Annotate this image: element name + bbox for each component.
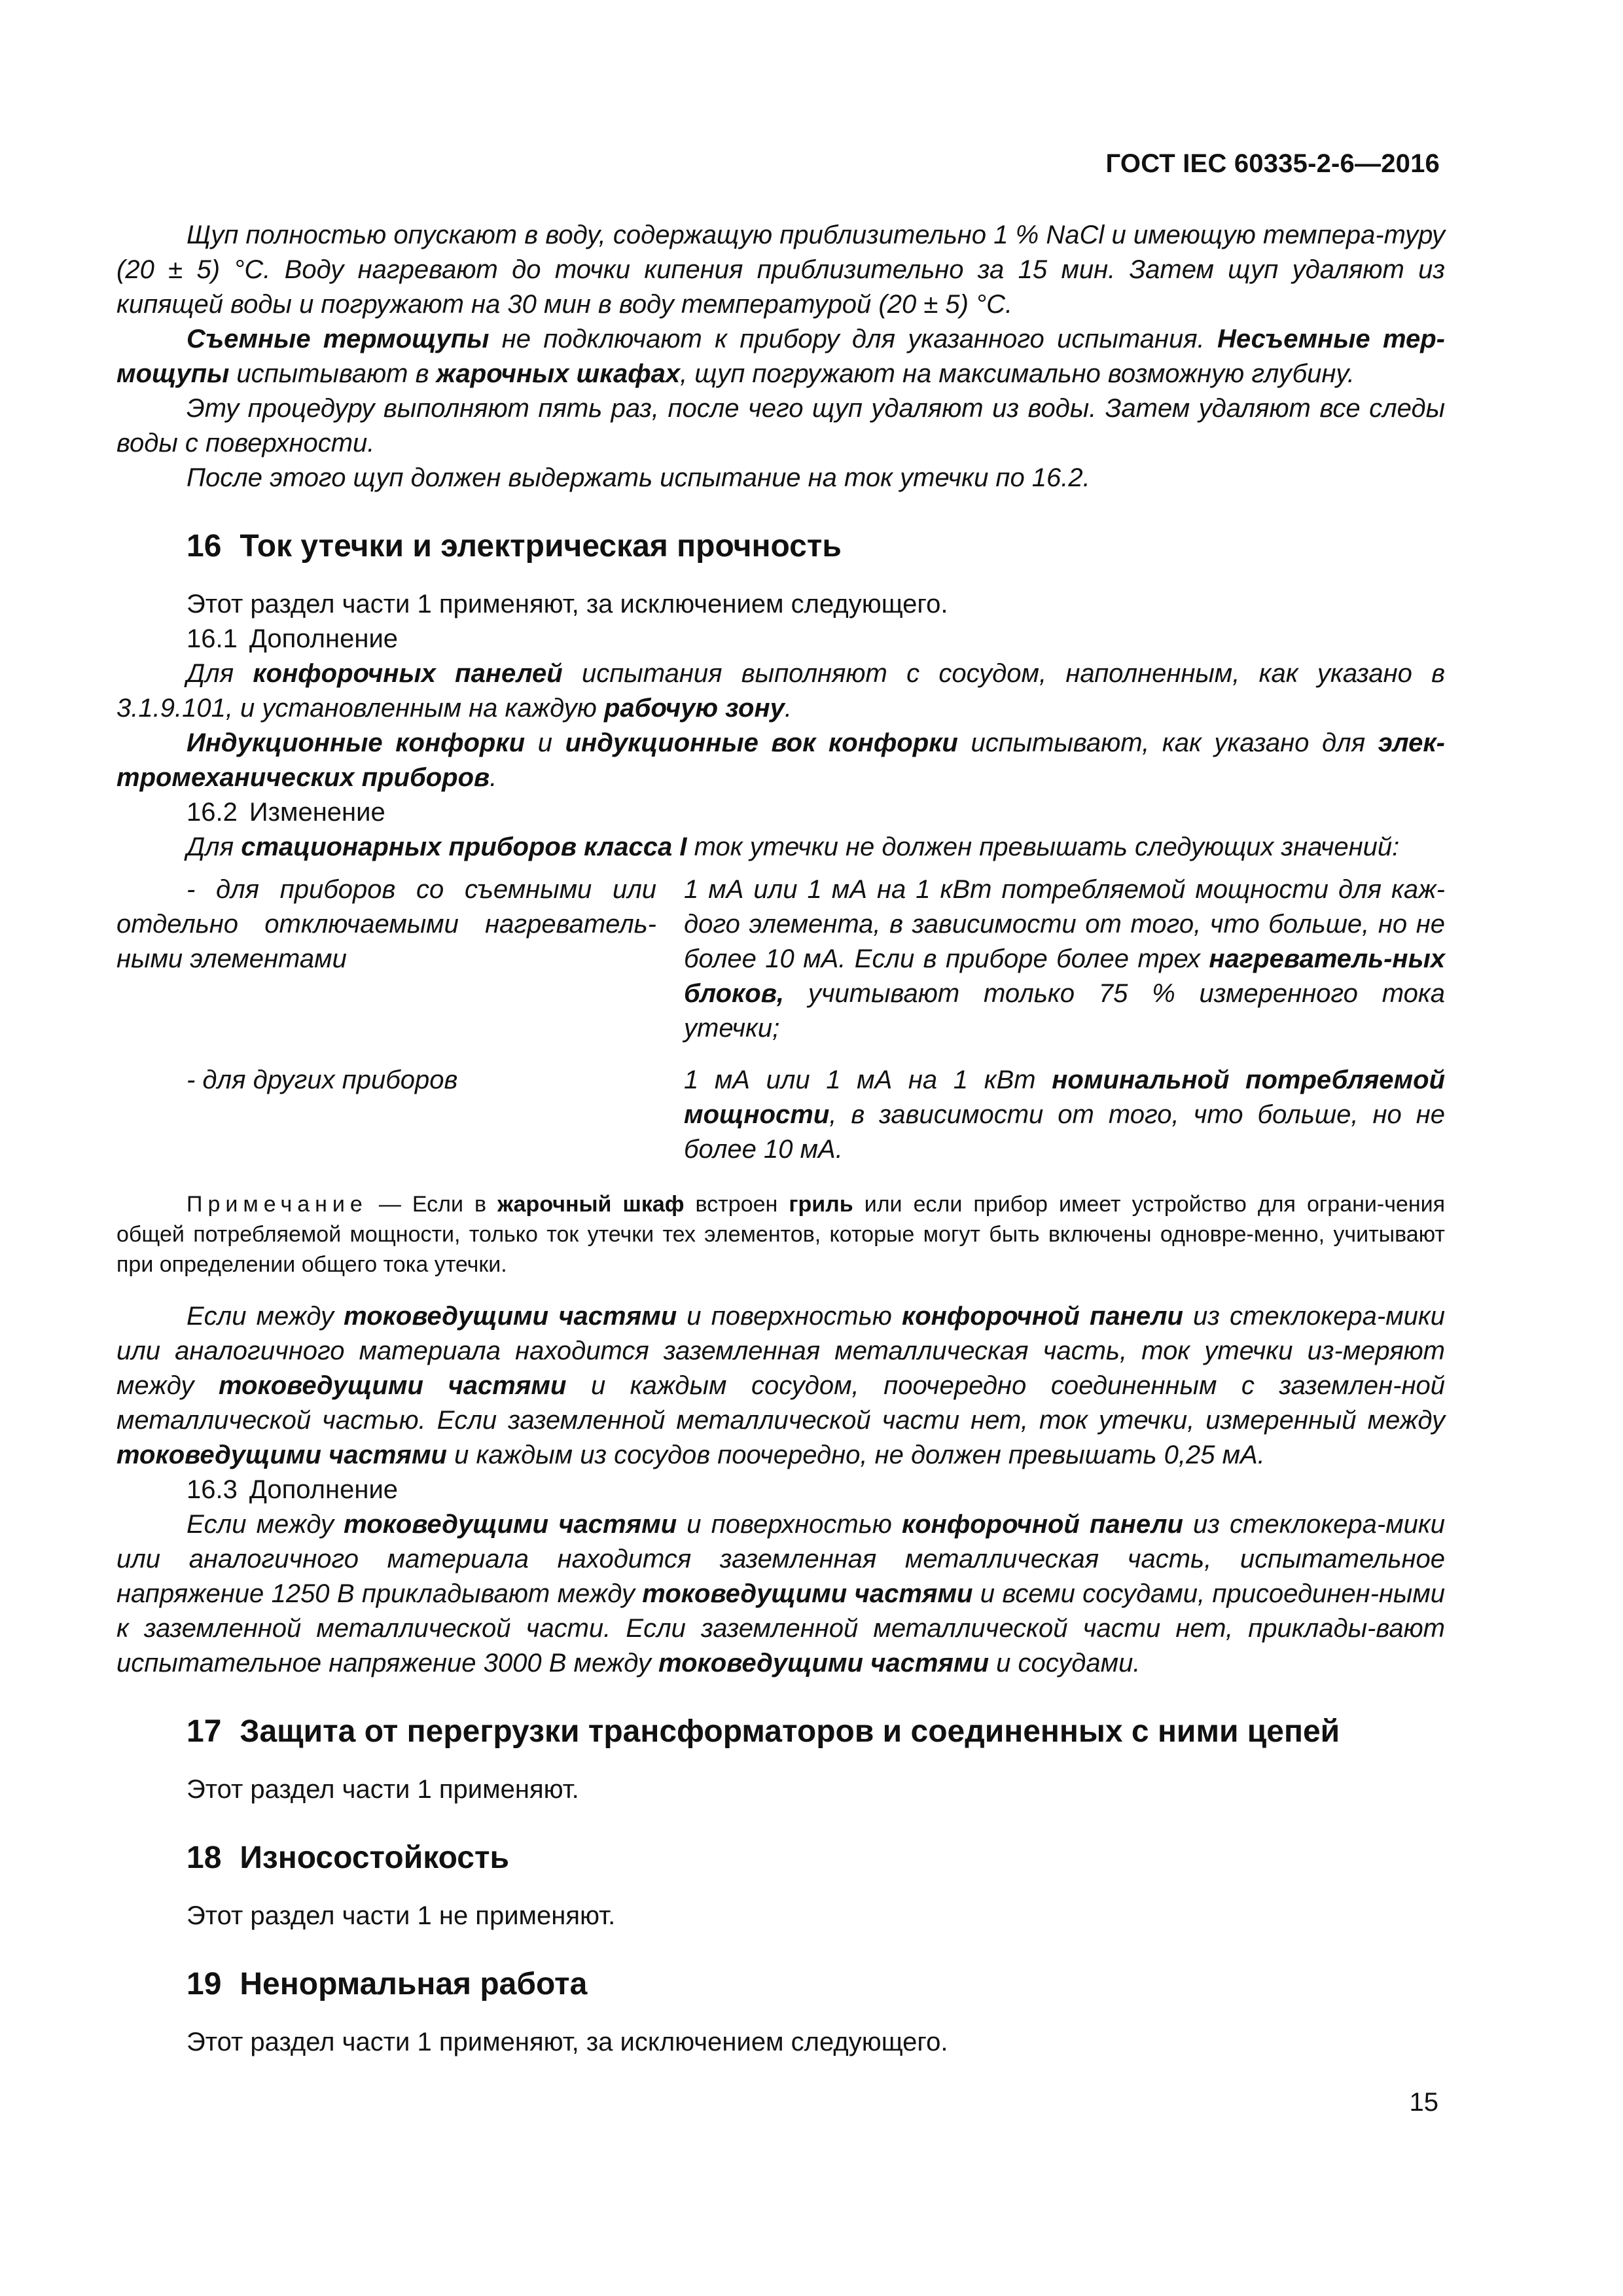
- subsection-16-3: [116, 1473, 1445, 1507]
- section-number: 17: [187, 1714, 222, 1749]
- section-19-text: Этот раздел части 1 применяют, за исключением следующего.: [187, 2028, 948, 2056]
- paragraph-text: Для: [187, 659, 253, 688]
- note-paragraph: [116, 1189, 1445, 1280]
- paragraph-text: и: [525, 728, 565, 757]
- paragraph-text: и всеми сосудами, присоединен-ными к заземленной металлической части. Если заземленной металлической части нет, приклады-вают испытательное напряжение 3000 В между: [116, 1579, 1446, 1677]
- limit-row-value: [684, 1063, 1445, 1167]
- section-number: 16: [187, 529, 222, 564]
- paragraph-text: , щуп погружают на максимально возможную глубину.: [680, 359, 1355, 388]
- bold-term: Несъемные тер-мощупы: [116, 325, 1445, 388]
- section-number: 18: [187, 1840, 222, 1875]
- paragraph-text: из стеклокера-мики или аналогичного материала находится заземленная металлическая часть, ток утечки из-меряют между: [116, 1302, 1446, 1400]
- subsection-label: Дополнение: [249, 624, 399, 653]
- paragraph-text: , в зависимости от того, что больше, но не более 10 мА.: [684, 1100, 1445, 1164]
- paragraph-text: учитывают только 75 % измеренного тока утечки;: [684, 979, 1445, 1043]
- paragraph-text: и поверхностью: [677, 1302, 902, 1331]
- paragraph-text: испытания выполняют с сосудом, наполненным, как указано в 3.1.9.101, и установленным на каждую: [116, 659, 1446, 723]
- subsection-number: 16.2: [187, 798, 238, 827]
- probe-immersion-paragraph: Щуп полностью опускают в воду, содержащую приблизительно 1 % NaCl и имеющую темпера-туру (20 ± 5) °С. Воду нагревают до точки кипения приблизительно за 15 мин. Затем щуп удаляют из кипящей воды и погружают на 30 мин в воду температурой (20 ± 5) °С.: [116, 221, 1445, 319]
- section-title: Износостойкость: [240, 1840, 509, 1875]
- bold-term: токоведущими частями: [658, 1649, 990, 1677]
- test-voltage-paragraph: [116, 1507, 1445, 1681]
- stationary-appliances-paragraph: [116, 830, 1445, 865]
- bold-term: конфорочной панели: [901, 1302, 1183, 1331]
- limit-row-condition: - для приборов со съемными или отдельно отключаемыми нагреватель-ными элементами: [116, 875, 656, 973]
- paragraph-text: 1 мА или 1 мА на 1 кВт потребляемой мощности для каж-дого элемента, в зависимости от того, что больше, но не более 10 мА. Если в приборе более трех: [684, 875, 1445, 973]
- subsection-number: 16.3: [187, 1475, 238, 1504]
- subsection-16-2: [116, 795, 1445, 830]
- induction-paragraph: [116, 726, 1445, 795]
- paragraph-text: Если между: [187, 1510, 344, 1539]
- note-label: Примечание: [187, 1192, 368, 1217]
- bold-term: конфорочных панелей: [253, 659, 563, 688]
- bold-term: токоведущими частями: [116, 1441, 447, 1469]
- section-17-heading: [187, 1712, 1445, 1751]
- section-18-text: Этот раздел части 1 не применяют.: [187, 1901, 616, 1930]
- paragraph-text: Если между: [187, 1302, 344, 1331]
- bold-term: Съемные термощупы: [187, 325, 490, 353]
- document-code-header: ГОСТ IEC 60335-2-6—2016: [1105, 149, 1440, 178]
- subsection-16-1: [116, 622, 1445, 656]
- section-number: 19: [187, 1967, 222, 2001]
- paragraph-text: .: [490, 763, 497, 792]
- section-title: Ток утечки и электрическая прочность: [240, 529, 842, 564]
- limit-row-condition: - для других приборов: [187, 1066, 458, 1094]
- paragraph-text: и каждым сосудом, поочередно соединенным с заземлен-ной металлической частью. Если заземленной металлической части нет, ток утечки, измеренный между: [116, 1371, 1446, 1435]
- limit-row-value: [684, 872, 1445, 1046]
- paragraph-text: 1 мА или 1 мА на 1 кВт: [684, 1066, 1052, 1094]
- leakage-test-paragraph: После этого щуп должен выдержать испытание на ток утечки по 16.2.: [187, 463, 1090, 492]
- bold-term: жарочный шкаф: [497, 1192, 685, 1217]
- section-18-heading: [187, 1839, 1445, 1878]
- paragraph-text: и сосудами.: [989, 1649, 1141, 1677]
- section-16-intro: Этот раздел части 1 применяют, за исключением следующего.: [187, 590, 948, 619]
- bold-term: токоведущими частями: [218, 1371, 567, 1400]
- bold-term: элек-тромеханических приборов: [116, 728, 1445, 792]
- paragraph-text: не подключают к прибору для указанного испытания.: [489, 325, 1218, 353]
- bold-term: жарочных шкафах: [436, 359, 681, 388]
- subsection-number: 16.1: [187, 624, 238, 653]
- note-text: встроен: [684, 1192, 789, 1217]
- bold-term: индукционные вок конфорки: [565, 728, 958, 757]
- bold-term: Индукционные конфорки: [187, 728, 526, 757]
- leakage-limit-row: [116, 872, 1445, 1046]
- bold-term: токоведущими частями: [344, 1510, 677, 1539]
- section-title: Защита от перегрузки трансформаторов и соединенных с ними цепей: [240, 1714, 1340, 1749]
- bold-term: токоведущими частями: [344, 1302, 677, 1331]
- leakage-limit-row: [116, 1063, 1445, 1167]
- bold-term: гриль: [789, 1192, 853, 1217]
- bold-term: токоведущими частями: [642, 1579, 973, 1608]
- hob-test-paragraph: [116, 656, 1445, 726]
- section-16-heading: [187, 527, 1445, 566]
- page-number: 15: [1409, 2088, 1438, 2117]
- note-text: или если прибор имеет устройство для ограни-чения общей потребляемой мощности, только ток утечки тех элементов, которые могут быть включены одновре-менно, учитывают при определении общего тока утечки.: [116, 1192, 1445, 1277]
- paragraph-text: испытывают в: [229, 359, 437, 388]
- bold-term: номинальной потребляемой мощности: [684, 1066, 1446, 1129]
- paragraph-text: испытывают, как указано для: [957, 728, 1378, 757]
- paragraph-text: .: [784, 694, 793, 723]
- paragraph-text: и каждым из сосудов поочередно, не должен превышать 0,25 мА.: [446, 1441, 1265, 1469]
- section-19-heading: [187, 1965, 1445, 2004]
- bold-term: нагреватель-ных блоков,: [684, 944, 1445, 1008]
- page-content: [116, 218, 1445, 2060]
- subsection-label: Дополнение: [249, 1475, 399, 1504]
- repeat-procedure-paragraph: Эту процедуру выполняют пять раз, после чего щуп удаляют из воды. Затем удаляют все следы воды с поверхности.: [116, 394, 1445, 457]
- section-title: Ненормальная работа: [240, 1967, 588, 2001]
- bold-term: конфорочной панели: [901, 1510, 1183, 1539]
- paragraph-text: ток утечки не должен превышать следующих значений:: [687, 833, 1400, 861]
- section-17-text: Этот раздел части 1 применяют.: [187, 1775, 579, 1804]
- paragraph-text: Для: [187, 833, 241, 861]
- bold-term: стационарных приборов класса I: [241, 833, 687, 861]
- subsection-label: Изменение: [249, 798, 385, 827]
- glass-ceramic-leakage-paragraph: [116, 1299, 1445, 1473]
- removable-probes-paragraph: [116, 322, 1445, 391]
- bold-term: рабочую зону: [604, 694, 785, 723]
- note-text: — Если в: [367, 1192, 498, 1217]
- paragraph-text: из стеклокера-мики или аналогичного материала находится заземленная металлическая часть, испытательное напряжение 1250 В прикладывают между: [116, 1510, 1446, 1608]
- paragraph-text: и поверхностью: [677, 1510, 902, 1539]
